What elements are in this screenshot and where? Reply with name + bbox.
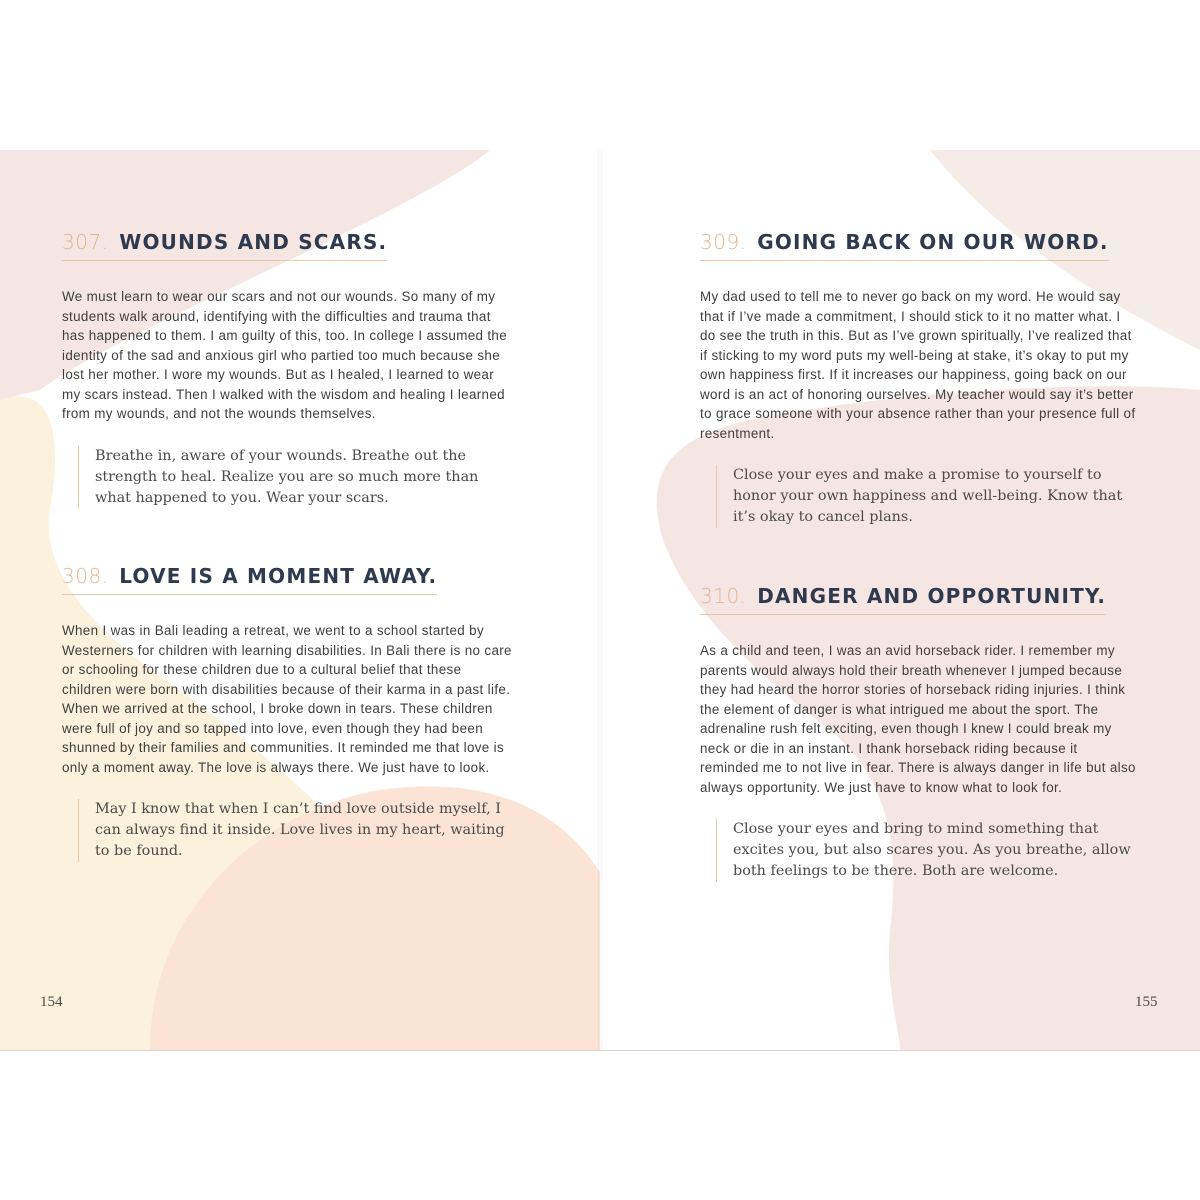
entry-heading [700,228,1109,261]
page-number: 155 [1135,994,1158,1010]
book-spread [0,150,1200,1051]
practice-quote: Close your eyes and bring to mind something that excites you, but also scares you. As you breathe, allow both feelings to be there. Both are welcome. [716,819,1140,882]
entry-heading [62,228,387,261]
entry-body: As a child and teen, I was an avid horseback rider. I remember my parents would always hold their breath whenever I jumped because they had heard the horror stories of horseback riding injuries. I think the element of danger is what intrigued me about the sport. The adrenaline rush felt exciting, even though I knew I could break my neck or die in an instant. I thank horseback riding because it reminded me to not live in fear. There is always danger in life but also always opportunity. We just have to know what to look for. [700,643,1136,795]
entry-number: 308. [62,564,109,588]
entry-309 [700,228,1140,528]
entry-number: 310. [700,584,747,608]
entry-heading [62,562,437,595]
right-page [600,150,1200,1050]
entry-title: LOVE IS A MOMENT AWAY. [119,564,438,588]
entry-heading [700,582,1106,615]
entry-body: When I was in Bali leading a retreat, we went to a school started by Westerners for children with learning disabilities. In Bali there is no care or schooling for these children due to a cultural belief that these children were born with disabilities because of their karma in a past life. When we arrived at the school, I broke down in tears. These children were full of joy and so tapped into love, even though they had been shunned by their families and communities. It reminded me that love is only a moment away. The love is always there. We just have to look. [62,623,512,775]
practice-quote: May I know that when I can’t find love outside myself, I can always find it inside. Love lives in my heart, waiting to be found. [78,799,512,862]
entry-number: 309. [700,230,747,254]
entry-body: We must learn to wear our scars and not our wounds. So many of my students walk around, identifying with the difficulties and trauma that has happened to them. I am guilty of this, too. In college I assumed the identity of the sad and anxious girl who partied too much because she lost her mother. I wore my wounds. But as I healed, I learned to wear my scars instead. Then I walked with the wisdom and healing I learned from my wounds, and not the wounds themselves. [62,289,508,421]
entry-307 [62,228,512,509]
entry-body: My dad used to tell me to never go back on my word. He would say that if I’ve made a commitment, I should stick to it no matter what. I do see the truth in this. But as I’ve grown spiritually, I’ve realized that if sticking to my word puts my well-being at stake, it’s okay to put my own happiness first. If it increases our happiness, going back on our word is an act of honoring ourselves. My teacher would say it’s better to grace someone with your absence rather than your presence full of resentment. [700,289,1136,441]
entry-title: GOING BACK ON OUR WORD. [757,230,1109,254]
entry-308 [62,562,512,862]
left-page [0,150,600,1050]
practice-quote: Close your eyes and make a promise to yourself to honor your own happiness and well-being. Know that it’s okay to cancel plans. [716,465,1140,528]
entry-310 [700,582,1140,882]
book-gutter [598,150,602,1050]
page-number: 154 [40,994,63,1010]
entry-number: 307. [62,230,109,254]
practice-quote: Breathe in, aware of your wounds. Breathe out the strength to heal. Realize you are so much more than what happened to you. Wear your scars. [78,446,512,509]
entry-title: WOUNDS AND SCARS. [119,230,388,254]
entry-title: DANGER AND OPPORTUNITY. [757,584,1107,608]
